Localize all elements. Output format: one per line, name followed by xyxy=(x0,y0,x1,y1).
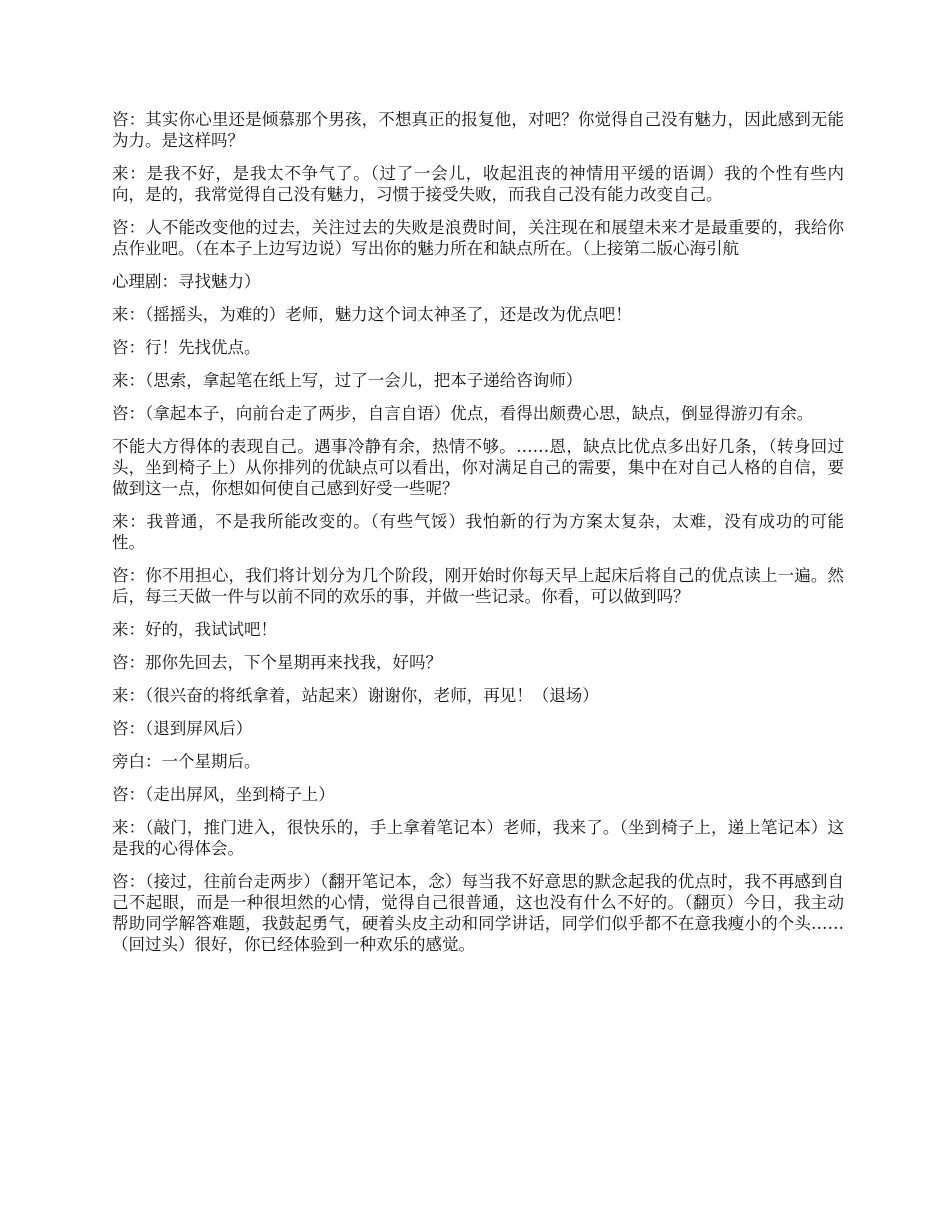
paragraph: 咨：（走出屏风，坐到椅子上） xyxy=(112,785,335,804)
document-page xyxy=(112,109,844,967)
paragraph: 来：（敲门，推门进入，很快乐的，手上拿着笔记本）老师，我来了。（坐到椅子上，递上笔记本）这是我的心得体会。 xyxy=(112,818,844,858)
paragraph: 旁白：一个星期后。 xyxy=(112,752,261,771)
paragraph: 咨：你不用担心，我们将计划分为几个阶段，刚开始时你每天早上起床后将自己的优点读上一遍。然后，每三天做一件与以前不同的欢乐的事，并做一些记录。你看，可以做到吗？ xyxy=(112,566,844,606)
paragraph: 心理剧：寻找魅力） xyxy=(112,272,261,291)
paragraph: 来：好的，我试试吧！ xyxy=(112,620,277,639)
paragraph: 来：是我不好，是我太不争气了。（过了一会儿，收起沮丧的神情用平缓的语调）我的个性有些内向，是的，我常觉得自己没有魅力，习惯于接受失败，而我自己没有能力改变自己。 xyxy=(112,164,844,204)
paragraph: 来：（思索，拿起笔在纸上写，过了一会儿，把本子递给咨询师） xyxy=(112,371,583,390)
paragraph: 来：（很兴奋的将纸拿着，站起来）谢谢你，老师，再见！（退场） xyxy=(112,686,599,705)
paragraph: 咨：（退到屏风后） xyxy=(112,719,253,738)
paragraph: 来：我普通，不是我所能改变的。（有些气馁）我怕新的行为方案太复杂，太难，没有成功的可能性。 xyxy=(112,512,844,552)
paragraph: 咨：其实你心里还是倾慕那个男孩，不想真正的报复他，对吧？你觉得自己没有魅力，因此感到无能为力。是这样吗？ xyxy=(112,110,844,150)
paragraph: 不能大方得体的表现自己。遇事冷静有余，热情不够。……恩，缺点比优点多出好几条，（转身回过头，坐到椅子上）从你排列的优缺点可以看出，你对满足自己的需要，集中在对自己人格的自信，要做到这一点，你想如何使自己感到好受一些呢？ xyxy=(112,437,844,498)
paragraph: 咨：行！先找优点。 xyxy=(112,338,261,357)
paragraph: 来：（摇摇头，为难的）老师，魅力这个词太神圣了，还是改为优点吧！ xyxy=(112,305,632,324)
paragraph: 咨：（接过，往前台走两步）（翻开笔记本，念）每当我不好意思的默念起我的优点时，我不再感到自己不起眼，而是一种很坦然的心情，觉得自己很普通，这也没有什么不好的。（翻页）今日，我主动帮助同学解答难题，我鼓起勇气，硬着头皮主动和同学讲话，同学们似乎都不在意我瘦小的个头……（回过头）很好，你已经体验到一种欢乐的感觉。 xyxy=(112,872,844,954)
paragraph: 咨：那你先回去，下个星期再来找我，好吗？ xyxy=(112,653,442,672)
paragraph: 咨：人不能改变他的过去，关注过去的失败是浪费时间，关注现在和展望未来才是最重要的，我给你点作业吧。（在本子上边写边说）写出你的魅力所在和缺点所在。（上接第二版心海引航 xyxy=(112,218,844,258)
paragraph: 咨：（拿起本子，向前台走了两步，自言自语）优点，看得出颇费心思，缺点，倒显得游刃有余。 xyxy=(112,404,814,423)
